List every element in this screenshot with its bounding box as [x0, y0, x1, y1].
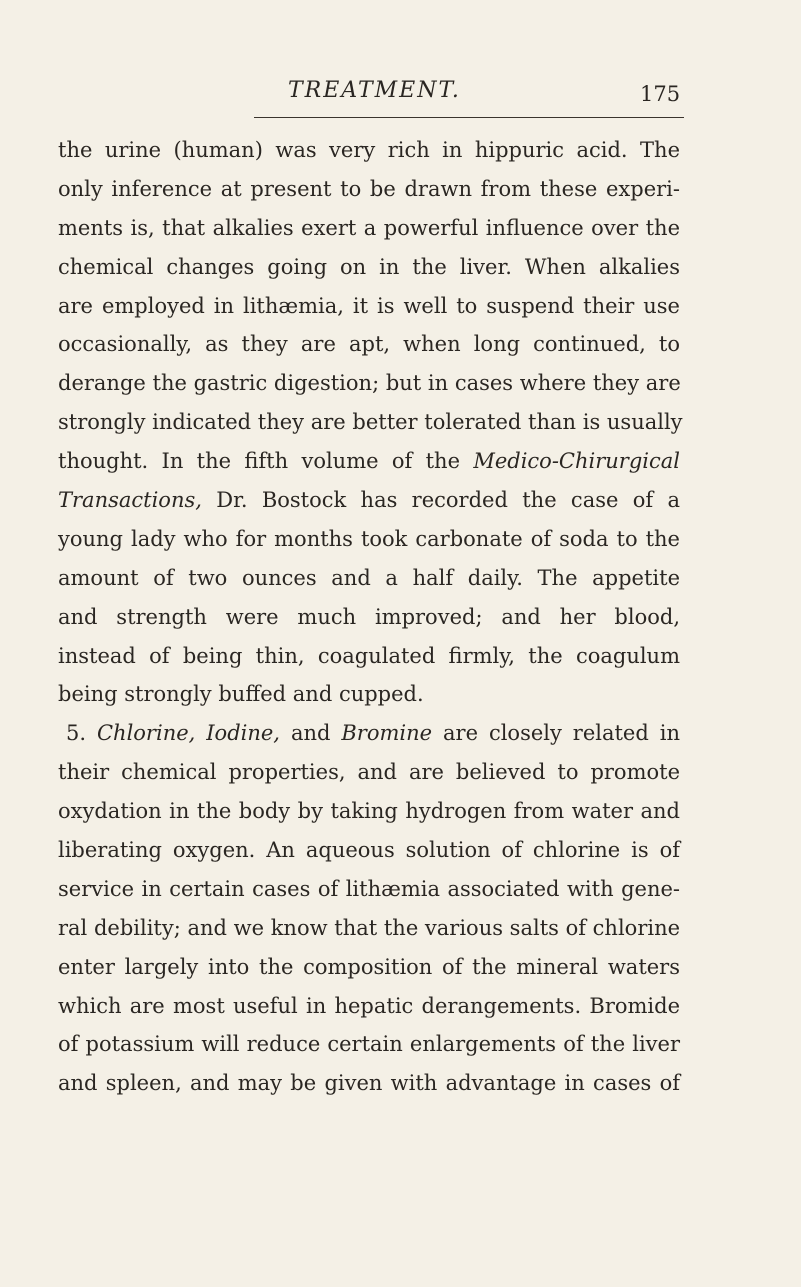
text-line: young lady who for months took carbonate of soda to the: [58, 526, 680, 551]
text-line: service in certain cases of lithæmia associated with gene-: [58, 876, 680, 901]
journal-title-italic: Medico-Chirurgical: [473, 449, 680, 474]
header-rule: [254, 117, 684, 118]
text-line: and strength were much improved; and her blood,: [58, 604, 680, 629]
text-segment: are closely related in: [432, 721, 680, 746]
text-line: derange the gastric digestion; but in cases where they are: [58, 371, 681, 396]
text-line: their chemical properties, and are believed to promote: [58, 760, 680, 785]
text-line: [58, 714, 680, 753]
element-names-italic: Chlorine, Iodine,: [96, 721, 280, 746]
text-line: being strongly buffed and cupped.: [58, 682, 424, 707]
text-line: instead of being thin, coagulated firmly, the coagulum: [58, 643, 680, 668]
journal-title-italic: Transactions,: [58, 488, 202, 513]
text-line: chemical changes going on in the liver. When alkalies: [58, 254, 680, 279]
text-line: ments is, that alkalies exert a powerful influence over the: [58, 215, 680, 240]
text-line: of potassium will reduce certain enlargements of the liver: [58, 1032, 680, 1057]
text-line: [58, 481, 680, 520]
text-line: are employed in lithæmia, it is well to suspend their use: [58, 293, 680, 318]
running-head: TREATMENT.: [288, 78, 461, 103]
text-line: strongly indicated they are better tolerated than is usually: [58, 410, 683, 435]
text-segment: Dr. Bostock has recorded the case of a: [201, 488, 680, 513]
page-header: [0, 74, 801, 108]
text-line: and spleen, and may be given with advantage in cases of: [58, 1071, 680, 1096]
text-line: amount of two ounces and a half daily. The appetite: [58, 565, 680, 590]
page-number: 175: [640, 82, 681, 106]
text-segment: thought. In the fifth volume of the: [58, 449, 474, 474]
text-line: enter largely into the composition of the mineral waters: [58, 954, 680, 979]
body-text: [58, 131, 683, 1103]
section-number: 5.: [66, 721, 97, 746]
text-line: only inference at present to be drawn from these experi-: [58, 176, 680, 201]
text-line: ral debility; and we know that the various salts of chlorine: [58, 915, 681, 940]
text-line: the urine (human) was very rich in hippuric acid. The: [58, 138, 680, 162]
text-line: which are most useful in hepatic derangements. Bromide: [58, 993, 680, 1018]
text-line: oxydation in the body by taking hydrogen from water and: [58, 799, 680, 824]
text-line: occasionally, as they are apt, when long continued, to: [58, 332, 680, 357]
text-segment: and: [280, 721, 342, 746]
text-line: liberating oxygen. An aqueous solution of chlorine is of: [58, 838, 680, 863]
text-line: [58, 442, 680, 481]
element-name-italic: Bromine: [341, 721, 433, 746]
